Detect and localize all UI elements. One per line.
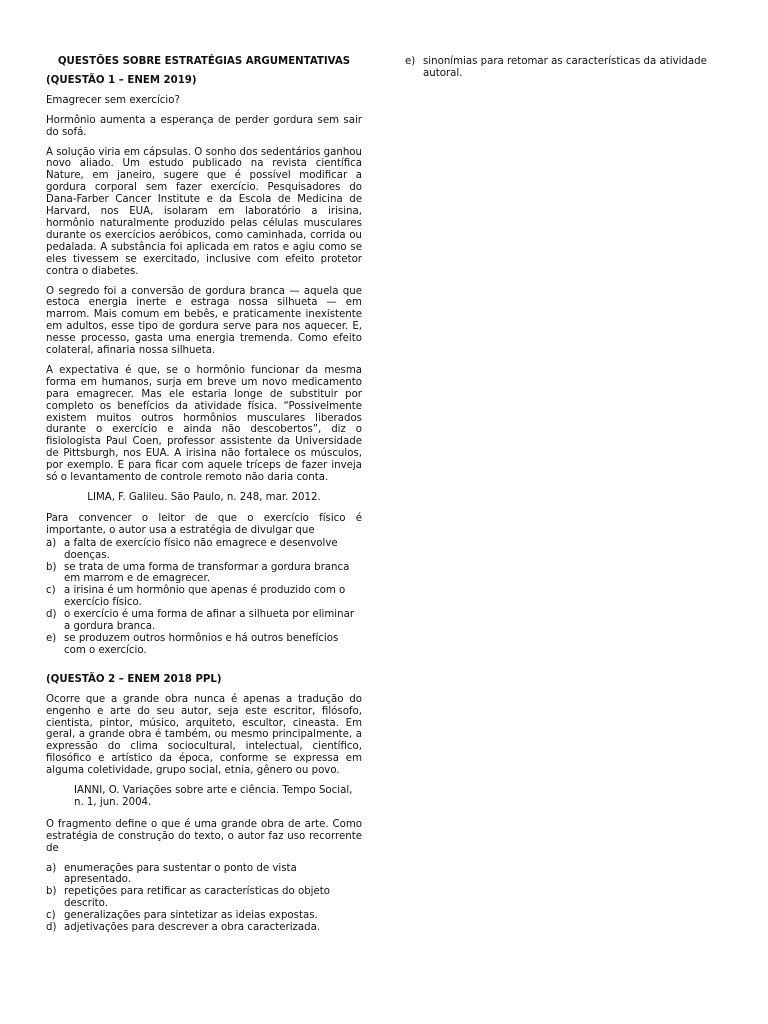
article-headline: Emagrecer sem exercício? xyxy=(46,94,180,106)
right-column xyxy=(405,56,725,80)
option-letter: a) xyxy=(46,862,57,874)
option-text: repetições para retificar as características do objeto descrito. xyxy=(64,886,330,910)
answer-option-c xyxy=(46,585,362,609)
article-paragraph: A expectativa é que, se o hormônio funcionar da mesma forma em humanos, surja em breve um novo medicamento para emagrecer. Mas ele estaria longe de substituir por completo os benefícios da atividade física. “Possivelmente existem muitos outros hormônios musculares liberados durante o exercício e ainda não descobertos”, diz o fisiologista Paul Coen, professor assistente da Universidade de Pittsburgh, nos EUA. A irisina não fortalece os músculos, por exemplo. E para ficar com aquele tríceps de fazer inveja só o levantamento de controle remoto não daria conta. xyxy=(46,364,362,484)
question-2-options xyxy=(46,863,362,934)
question-1-options xyxy=(46,538,362,657)
answer-option-b xyxy=(46,886,362,910)
article-subheadline: Hormônio aumenta a esperança de perder gordura sem sair do sofá. xyxy=(46,114,362,138)
option-letter: c) xyxy=(46,585,56,597)
answer-option-e xyxy=(46,633,362,657)
article-paragraph: A solução viria em cápsulas. O sonho dos sedentários ganhou novo aliado. Um estudo publicado na revista científica Nature, em janeiro, sugere que é possível modificar a gordura corporal sem fazer exercício. Pesquisadores do Dana-Farber Cancer Institute e da Escola de Medicina de Harvard, nos EUA, isolaram em laboratório a irisina, hormônio naturalmente produzido pelas células musculares durante os exercícios aeróbicos, como caminhada, corrida ou pedalada. A substância foi aplicada em ratos e agiu como se eles tivessem se exercitado, inclusive com efeito protetor contra o diabetes. xyxy=(46,146,362,277)
option-letter: e) xyxy=(46,632,57,644)
answer-option-b xyxy=(46,562,362,586)
question-2-header: (QUESTÃO 2 – ENEM 2018 PPL) xyxy=(46,673,222,685)
option-text: sinonímias para retomar as características da atividade autoral. xyxy=(423,56,707,79)
question-2-prompt: O fragmento define o que é uma grande obra de arte. Como estratégia de construção do texto, o autor faz uso recorrente de xyxy=(46,818,362,854)
option-letter: e) xyxy=(405,56,416,67)
option-letter: b) xyxy=(46,561,57,573)
question-2-source: IANNI, O. Variações sobre arte e ciência. Tempo Social, n. 1, jun. 2004. xyxy=(74,785,353,808)
option-text: se trata de uma forma de transformar a gordura branca em marrom e de emagrecer. xyxy=(64,561,350,585)
question-1-header: (QUESTÃO 1 – ENEM 2019) xyxy=(46,74,197,86)
document-title: QUESTÕES SOBRE ESTRATÉGIAS ARGUMENTATIVAS xyxy=(57,56,351,67)
option-letter: a) xyxy=(46,537,57,549)
question-1-source: LIMA, F. Galileu. São Paulo, n. 248, mar. 2012. xyxy=(87,492,321,503)
option-text: o exercício é uma forma de afinar a silhueta por eliminar a gordura branca. xyxy=(64,609,355,633)
answer-option-a xyxy=(46,538,362,562)
question-2-options-continued xyxy=(405,56,725,80)
left-column xyxy=(46,56,362,934)
option-letter: c) xyxy=(46,910,56,922)
answer-option-e xyxy=(405,56,725,80)
option-letter: b) xyxy=(46,886,57,898)
option-letter: d) xyxy=(46,609,57,621)
option-text: adjetivações para descrever a obra caracterizada. xyxy=(64,922,321,934)
answer-option-d xyxy=(46,609,362,633)
article-paragraph: O segredo foi a conversão de gordura branca — aquela que estoca energia inerte e estraga nossa silhueta — em marrom. Mais comum em bebês, e praticamente inexistente em adultos, esse tipo de gordura serve para nos aquecer. E, nesse processo, gasta uma energia tremenda. Como efeito colateral, afinaria nossa silhueta. xyxy=(46,285,362,357)
answer-option-c xyxy=(46,910,362,922)
option-letter: d) xyxy=(46,922,57,934)
option-text: se produzem outros hormônios e há outros benefícios com o exercício. xyxy=(64,632,339,656)
quote-paragraph: Ocorre que a grande obra nunca é apenas a tradução do engenho e arte do seu autor, seja este escritor, filósofo, cientista, pintor, músico, arquiteto, escultor, cineasta. Em geral, a grande obra é também, ou mesmo principalmente, a expressão do clima sociocultural, intelectual, científico, filosófico e artístico da época, conforme se expressa em alguma coletividade, grupo social, etnia, gênero ou povo. xyxy=(46,693,362,777)
option-text: a falta de exercício físico não emagrece e desenvolve doenças. xyxy=(64,537,338,561)
answer-option-a xyxy=(46,863,362,887)
option-text: generalizações para sintetizar as ideias expostas. xyxy=(64,910,318,922)
spacer xyxy=(46,657,362,674)
question-1-prompt: Para convencer o leitor de que o exercício físico é importante, o autor usa a estratégia de divulgar que xyxy=(46,512,362,536)
option-text: a irisina é um hormônio que apenas é produzido com o exercício físico. xyxy=(64,585,346,609)
option-text: enumerações para sustentar o ponto de vista apresentado. xyxy=(64,862,297,886)
answer-option-d xyxy=(46,922,362,934)
